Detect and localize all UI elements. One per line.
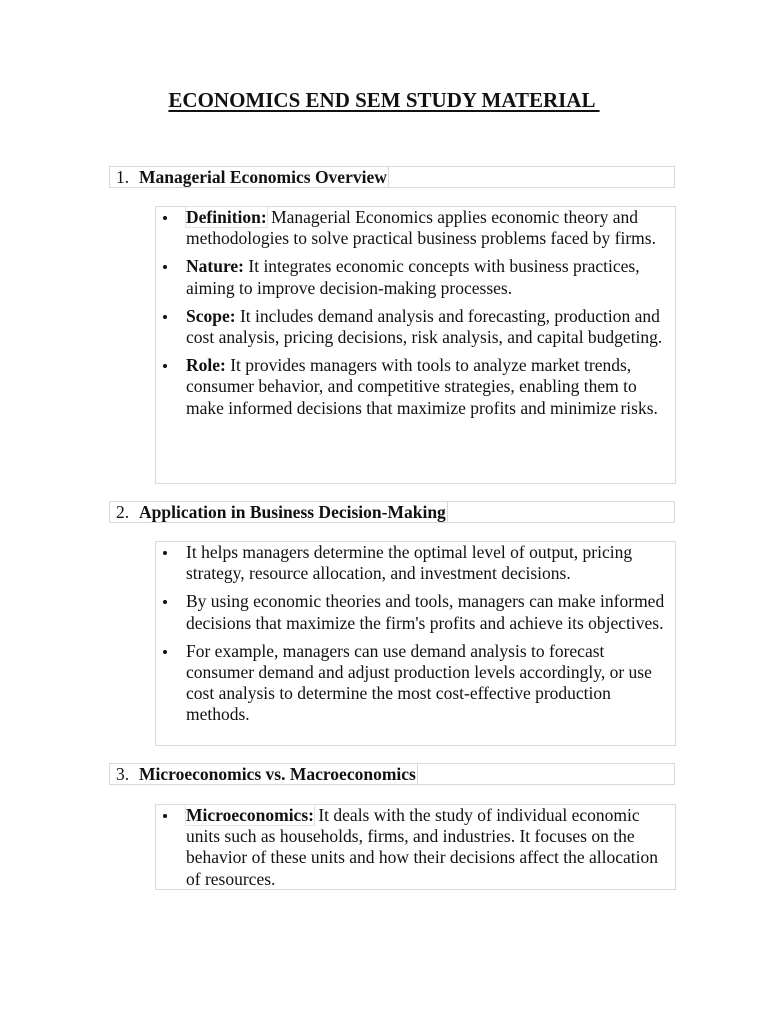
list-item xyxy=(156,591,675,633)
bullet-text: It provides managers with tools to analyze market trends, consumer behavior, and competitive strategies, enabling them to make informed decisions that maximize profits and minimize risks. xyxy=(186,355,658,418)
bullet-icon xyxy=(163,364,167,368)
section-title: Application in Business Decision-Making xyxy=(139,502,446,522)
bullet-icon xyxy=(163,814,167,818)
list-item xyxy=(156,306,675,348)
section-heading-2 xyxy=(109,501,675,523)
bullet-term: Scope: xyxy=(186,305,236,326)
bullet-text: By using economic theories and tools, managers can make informed decisions that maximize the firm's profits and achieve its objectives. xyxy=(186,591,665,633)
bullet-term: Role: xyxy=(186,355,226,376)
bullet-text: It helps managers determine the optimal level of output, pricing strategy, resource allocation, and investment decisions. xyxy=(186,542,633,584)
section-title: Managerial Economics Overview xyxy=(139,167,387,187)
section-number: 3. xyxy=(116,764,130,784)
section-bullets-2 xyxy=(155,541,676,746)
list-item xyxy=(156,542,675,584)
section-heading-3 xyxy=(109,763,675,785)
bullet-text: It integrates economic concepts with business practices, aiming to improve decision-making processes. xyxy=(186,256,640,298)
bullet-term: Microeconomics: xyxy=(186,805,314,825)
section-title: Microeconomics vs. Macroeconomics xyxy=(139,764,416,784)
bullet-text: Managerial Economics applies economic theory and methodologies to solve practical business problems faced by firms. xyxy=(186,207,656,249)
section-number: 1. xyxy=(116,167,130,187)
bullet-icon xyxy=(163,216,167,220)
bullet-term: Definition: xyxy=(186,207,267,227)
bullet-list xyxy=(156,207,675,419)
list-item xyxy=(156,207,675,249)
bullet-list xyxy=(156,805,675,890)
bullet-icon xyxy=(163,551,167,555)
bullet-icon xyxy=(163,600,167,604)
list-item xyxy=(156,256,675,298)
bullet-icon xyxy=(163,315,167,319)
bullet-list xyxy=(156,542,675,726)
bullet-text: It includes demand analysis and forecasting, production and cost analysis, pricing decisions, risk analysis, and capital budgeting. xyxy=(186,305,663,348)
list-item xyxy=(156,805,675,890)
section-bullets-1 xyxy=(155,206,676,484)
bullet-text: It deals with the study of individual economic units such as households, firms, and industries. It focuses on the behavior of these units and how their decisions affect the allocation of resources. xyxy=(186,805,659,889)
section-number: 2. xyxy=(116,502,130,522)
bullet-icon xyxy=(163,265,167,269)
bullet-text: For example, managers can use demand analysis to forecast consumer demand and adjust production levels accordingly, or use cost analysis to determine the most cost-effective production methods. xyxy=(186,640,652,725)
section-heading-1 xyxy=(109,166,675,188)
list-item xyxy=(156,355,675,419)
document-title: ECONOMICS END SEM STUDY MATERIAL xyxy=(168,88,600,112)
list-item xyxy=(156,641,675,726)
section-bullets-3 xyxy=(155,804,676,890)
bullet-term: Nature: xyxy=(186,256,244,277)
bullet-icon xyxy=(163,650,167,654)
